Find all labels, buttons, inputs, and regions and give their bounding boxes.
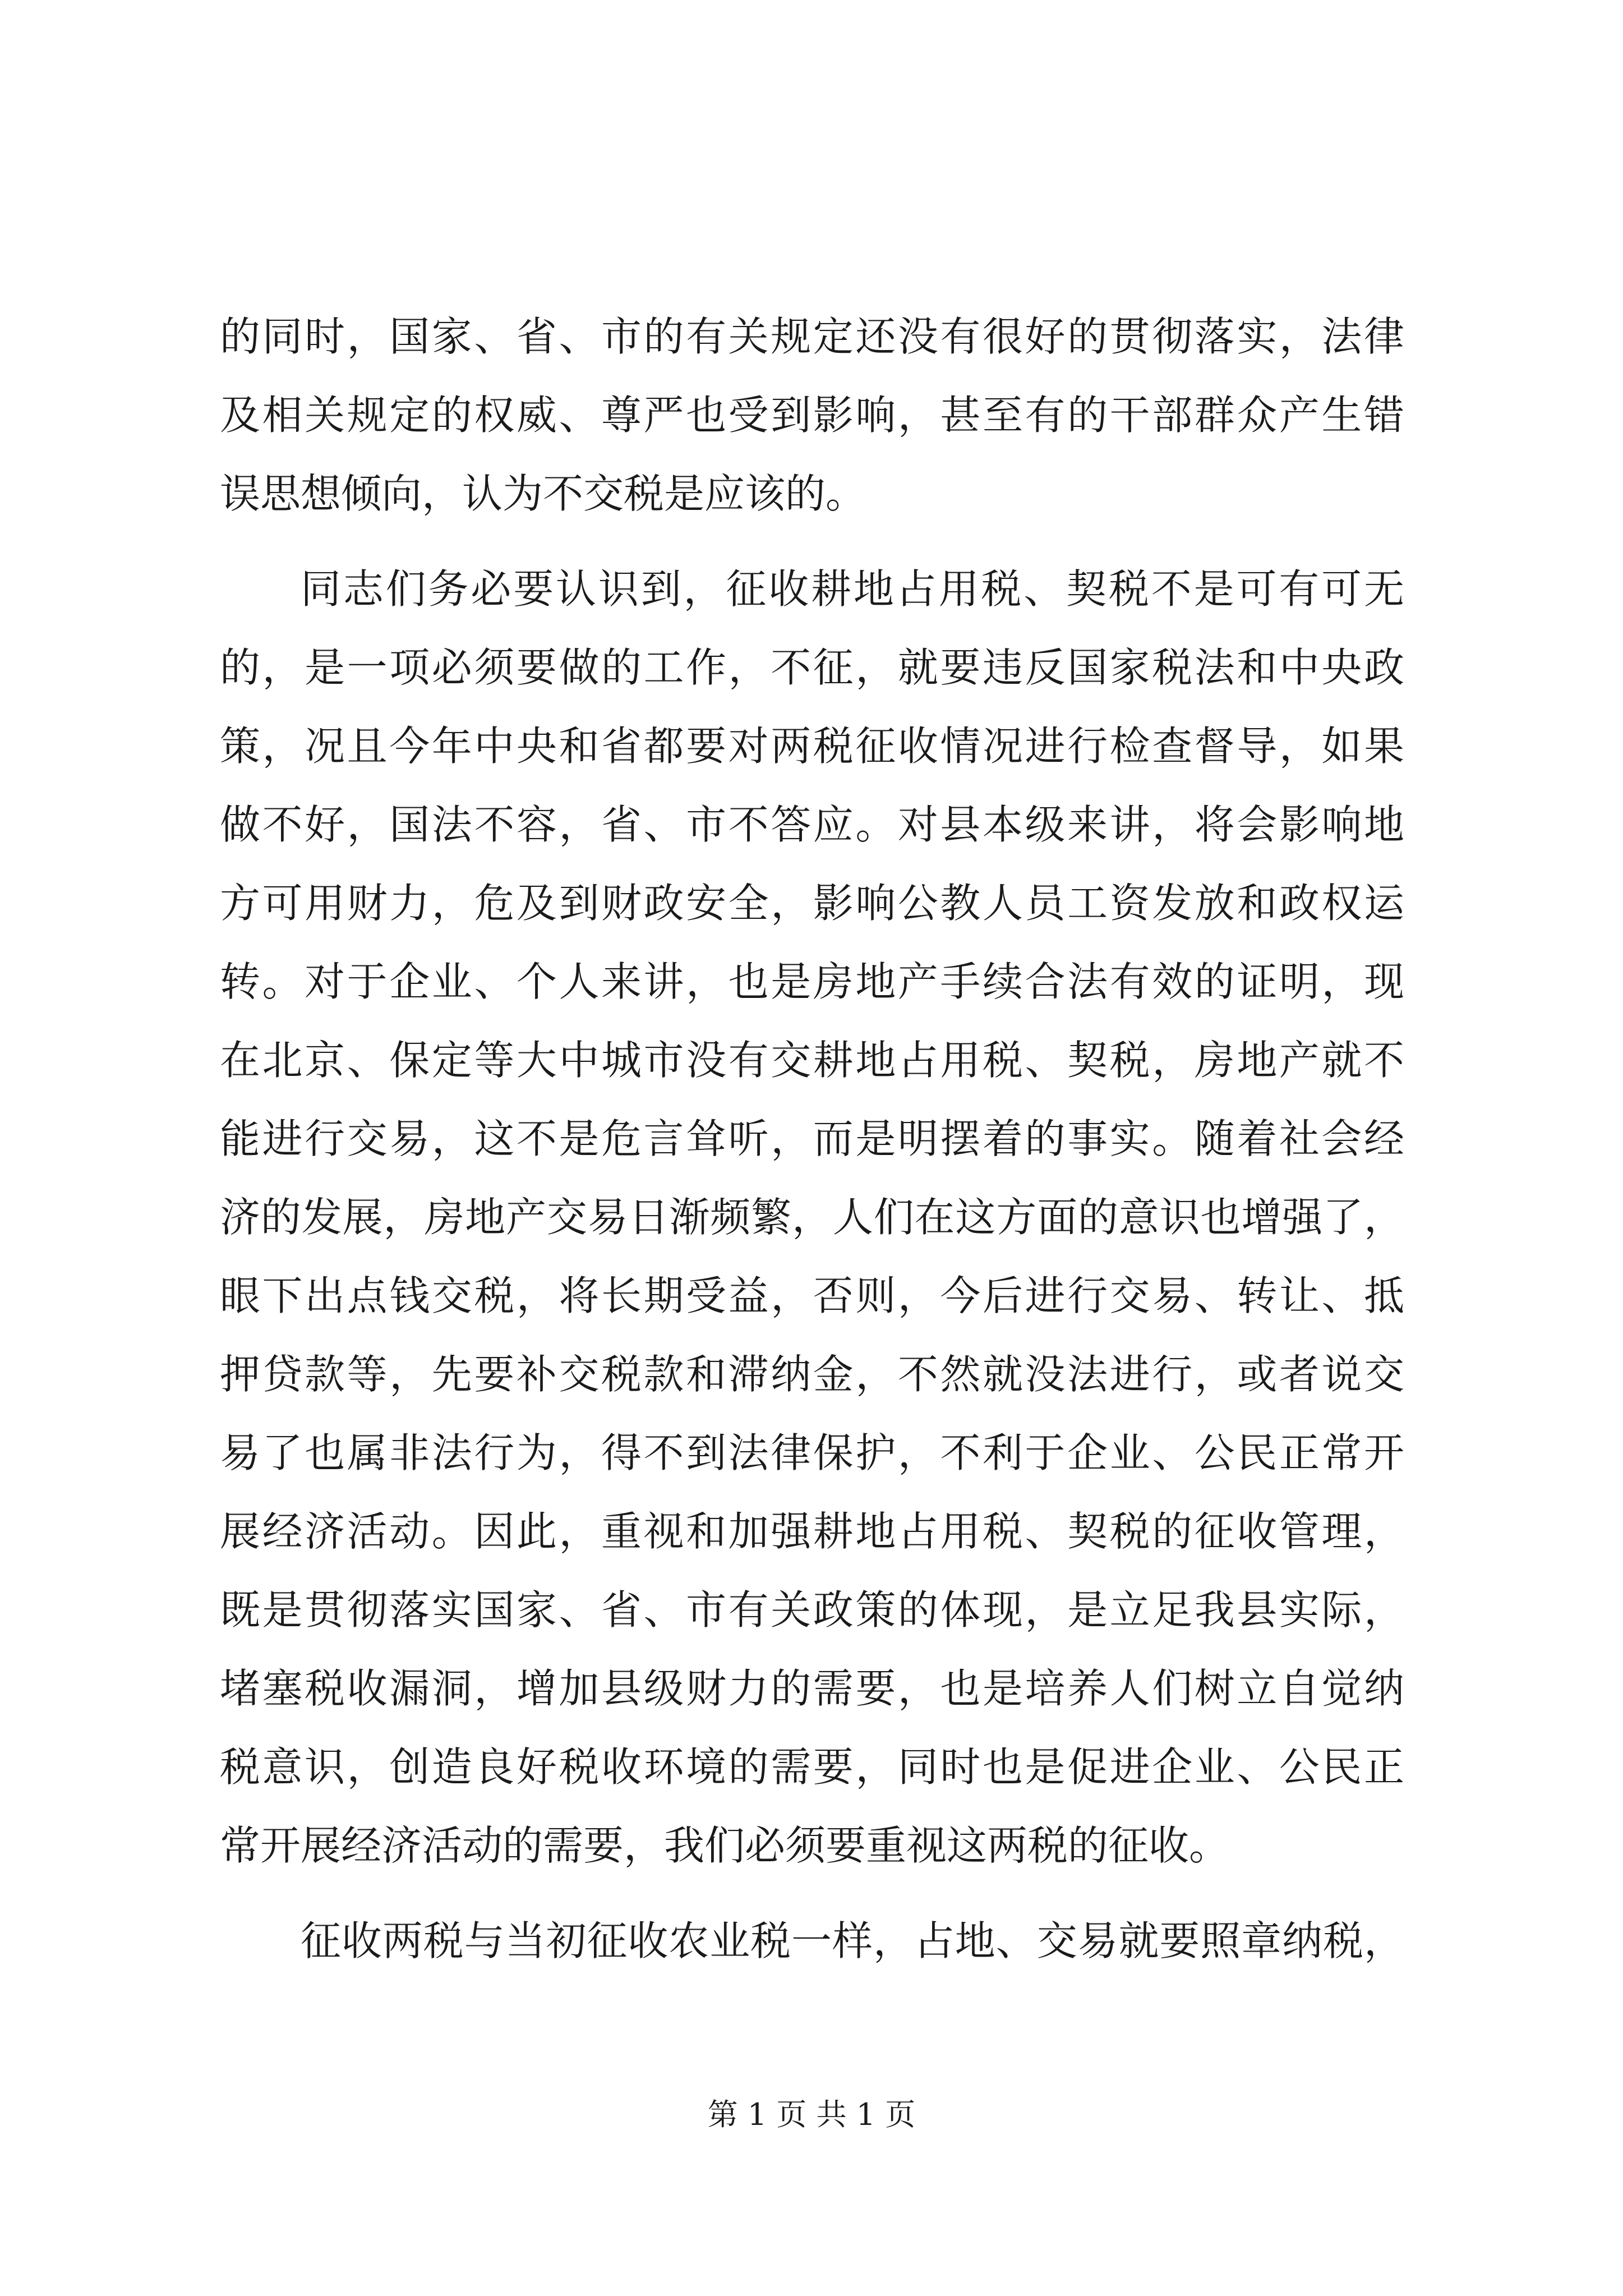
text-line: 展经济活动。因此，重视和加强耕地占用税、契税的征收管理， <box>220 1508 1404 1555</box>
text-line: 做不好，国法不容，省、市不答应。对县本级来讲，将会影响地 <box>220 801 1404 848</box>
text-line: 堵塞税收漏洞，增加县级财力的需要，也是培养人们树立自觉纳 <box>220 1665 1404 1712</box>
text-line: 易了也属非法行为，得不到法律保护，不利于企业、公民正常开 <box>220 1429 1404 1476</box>
text-line: 的同时，国家、省、市的有关规定还没有很好的贯彻落实，法律 <box>220 313 1404 360</box>
text-line: 常开展经济活动的需要，我们必须要重视这两税的征收。 <box>220 1822 1230 1869</box>
text-line: 济的发展，房地产交易日渐频繁，人们在这方面的意识也增强了， <box>220 1194 1404 1241</box>
text-line: 眼下出点钱交税，将长期受益，否则，今后进行交易、转让、抵 <box>220 1272 1404 1319</box>
text-line: 方可用财力，危及到财政安全，影响公教人员工资发放和政权运 <box>220 880 1404 927</box>
text-line: 在北京、保定等大中城市没有交耕地占用税、契税，房地产就不 <box>220 1037 1404 1084</box>
text-line: 策，况且今年中央和省都要对两税征收情况进行检查督导，如果 <box>220 723 1404 770</box>
text-line: 税意识，创造良好税收环境的需要，同时也是促进企业、公民正 <box>220 1743 1404 1791</box>
text-line: 能进行交易，这不是危言耸听，而是明摆着的事实。随着社会经 <box>220 1115 1404 1162</box>
text-line: 转。对于企业、个人来讲，也是房地产手续合法有效的证明，现 <box>220 958 1404 1005</box>
text-line: 误思想倾向，认为不交税是应该的。 <box>220 470 866 517</box>
text-line: 的，是一项必须要做的工作，不征，就要违反国家税法和中央政 <box>220 644 1404 691</box>
page-number-footer: 第 1 页 共 1 页 <box>707 2097 916 2132</box>
text-line: 征收两税与当初征收农业税一样，占地、交易就要照章纳税， <box>301 1917 1404 1964</box>
text-line: 押贷款等，先要补交税款和滞纳金，不然就没法进行，或者说交 <box>220 1351 1404 1398</box>
text-line: 既是贯彻落实国家、省、市有关政策的体现，是立足我县实际， <box>220 1586 1404 1634</box>
text-line: 及相关规定的权威、尊严也受到影响，甚至有的干部群众产生错 <box>220 392 1404 439</box>
text-line: 同志们务必要认识到，征收耕地占用税、契税不是可有可无 <box>301 565 1404 613</box>
